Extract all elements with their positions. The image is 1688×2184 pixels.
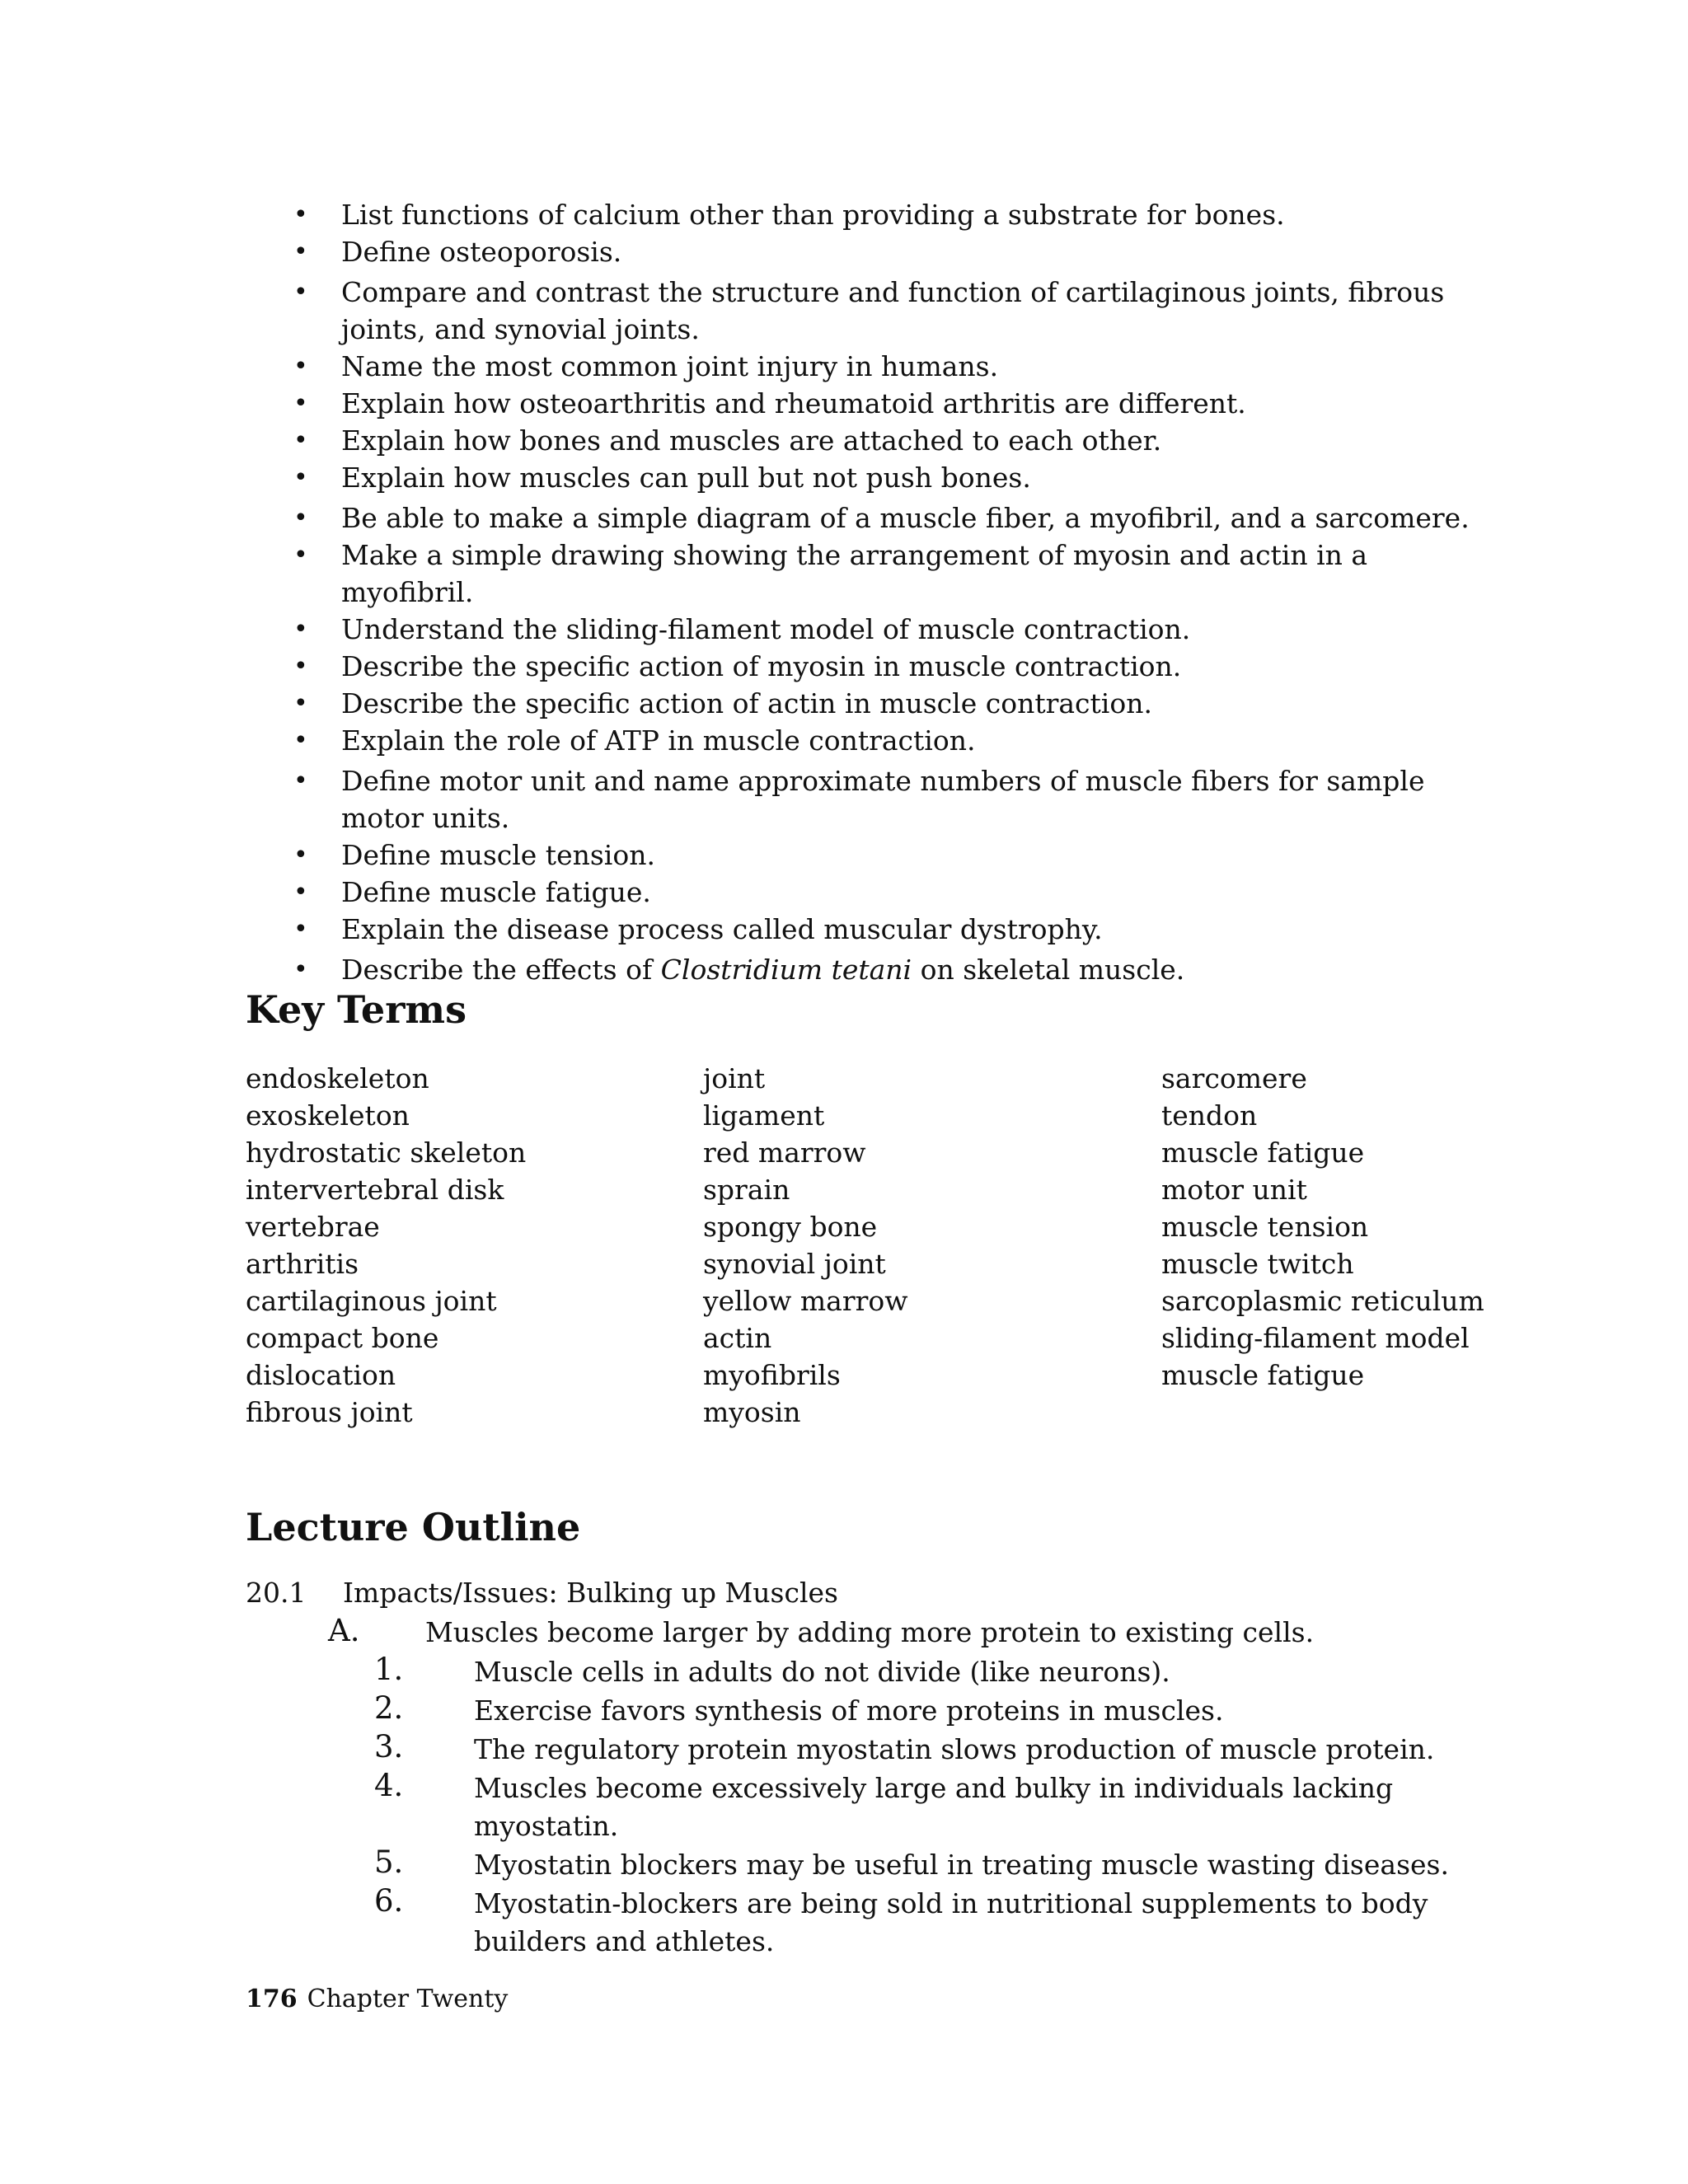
page-number: 176 xyxy=(246,1985,298,2013)
section-number: 20.1 xyxy=(246,1577,307,1609)
item-number: 2. xyxy=(374,1690,404,1726)
outline-item: 4. Muscles become excessively large and bulky in individuals lacking myostatin. xyxy=(374,1768,1394,1842)
key-term: tendon xyxy=(1161,1099,1258,1132)
subsection-text: Muscles become larger by adding more protein to existing cells. xyxy=(425,1616,1315,1648)
objective-item: • Define osteoporosis. xyxy=(290,233,1493,270)
item-number: 4. xyxy=(374,1768,404,1803)
objective-item: • Understand the sliding-filament model of muscle contraction. xyxy=(290,611,1493,648)
key-term: synovial joint xyxy=(703,1248,886,1280)
key-term: sprain xyxy=(703,1174,790,1206)
objective-item: • Compare and contrast the structure and function of cartilaginous joints, fibrous joints, and synovial joints. xyxy=(290,274,1493,348)
key-term: endoskeleton xyxy=(246,1062,429,1094)
key-term: intervertebral disk xyxy=(246,1174,504,1206)
bullet-icon: • xyxy=(293,389,308,418)
item-number: 3. xyxy=(374,1729,404,1765)
bullet-icon: • xyxy=(293,200,308,229)
key-term: myosin xyxy=(703,1396,801,1428)
objective-item: • Make a simple drawing showing the arrangement of myosin and actin in a myofibril. xyxy=(290,537,1493,611)
lecture-outline xyxy=(246,1574,1498,1961)
page-footer xyxy=(246,1983,508,2016)
bullet-icon: • xyxy=(293,504,308,532)
item-number: 6. xyxy=(374,1883,404,1919)
key-term: sliding-filament model xyxy=(1161,1322,1470,1354)
item-number: 5. xyxy=(374,1844,404,1880)
objective-item: • Describe the effects of Clostridium tetani on skeletal muscle. xyxy=(290,951,1493,988)
key-term: spongy bone xyxy=(703,1211,878,1243)
bullet-icon: • xyxy=(293,766,308,795)
bullet-icon: • xyxy=(293,689,308,718)
bullet-icon: • xyxy=(293,652,308,681)
subsection-letter: A. xyxy=(328,1613,360,1648)
outline-item: 6. Myostatin-blockers are being sold in nutritional supplements to body builders and athletes. xyxy=(374,1883,1428,1957)
objective-item: • Define muscle tension. xyxy=(290,837,1493,874)
bullet-icon: • xyxy=(293,615,308,644)
bullet-icon: • xyxy=(293,541,308,569)
key-term: exoskeleton xyxy=(246,1099,410,1132)
outline-item: 1. Muscle cells in adults do not divide (like neurons). xyxy=(374,1652,1170,1688)
objective-item: • List functions of calcium other than providing a substrate for bones. xyxy=(290,196,1493,233)
key-term: muscle fatigue xyxy=(1161,1359,1365,1391)
bullet-icon: • xyxy=(293,278,308,307)
chapter-name: Chapter Twenty xyxy=(307,1985,509,2013)
key-term: sarcomere xyxy=(1161,1062,1307,1094)
key-term: joint xyxy=(703,1062,766,1094)
key-term: muscle twitch xyxy=(1161,1248,1354,1280)
key-term: red marrow xyxy=(703,1137,866,1169)
bullet-icon: • xyxy=(293,726,308,755)
objective-item: • Be able to make a simple diagram of a muscle fiber, a myofibril, and a sarcomere. xyxy=(290,499,1493,537)
bullet-icon: • xyxy=(293,841,308,869)
key-term: hydrostatic skeleton xyxy=(246,1137,527,1169)
key-term: muscle fatigue xyxy=(1161,1137,1365,1169)
objective-item: • Explain the role of ATP in muscle contraction. xyxy=(290,722,1493,759)
key-term: arthritis xyxy=(246,1248,359,1280)
objective-item: • Name the most common joint injury in humans. xyxy=(290,348,1493,385)
bullet-icon: • xyxy=(293,878,308,907)
key-term: motor unit xyxy=(1161,1174,1307,1206)
objective-item: • Define muscle fatigue. xyxy=(290,874,1493,911)
species-name: Clostridium tetani xyxy=(660,954,912,986)
key-term: myofibrils xyxy=(703,1359,841,1391)
key-term: ligament xyxy=(703,1099,825,1132)
outline-items xyxy=(246,1653,1498,1961)
objective-item: • Explain how bones and muscles are attached to each other. xyxy=(290,422,1493,459)
bullet-icon: • xyxy=(293,237,308,266)
outline-item: 3. The regulatory protein myostatin slows production of muscle protein. xyxy=(374,1729,1435,1765)
section-title: Impacts/Issues: Bulking up Muscles xyxy=(343,1577,838,1609)
objective-item: • Define motor unit and name approximate numbers of muscle fibers for sample motor units. xyxy=(290,762,1493,837)
key-term: cartilaginous joint xyxy=(246,1285,497,1317)
bullet-icon: • xyxy=(293,955,308,984)
key-term: compact bone xyxy=(246,1322,439,1354)
key-terms-column-1 xyxy=(246,1060,691,1431)
bullet-icon: • xyxy=(293,463,308,492)
key-terms-heading: Key Terms xyxy=(246,987,467,1032)
bullet-icon: • xyxy=(293,352,308,381)
item-number: 1. xyxy=(374,1652,404,1687)
key-term: muscle tension xyxy=(1161,1211,1369,1243)
outline-item: 5. Myostatin blockers may be useful in treating muscle wasting diseases. xyxy=(374,1844,1449,1881)
key-term: sarcoplasmic reticulum xyxy=(1161,1285,1484,1317)
objective-item: • Explain the disease process called muscular dystrophy. xyxy=(290,911,1493,948)
bullet-icon: • xyxy=(293,426,308,455)
objective-item: • Describe the specific action of myosin in muscle contraction. xyxy=(290,648,1493,685)
objective-item: • Describe the specific action of actin in muscle contraction. xyxy=(290,685,1493,722)
key-term: dislocation xyxy=(246,1359,396,1391)
bullet-icon: • xyxy=(293,915,308,944)
key-terms-column-3 xyxy=(1161,1060,1606,1394)
key-term: vertebrae xyxy=(246,1211,380,1243)
learning-objectives-list xyxy=(290,196,1493,988)
outline-section xyxy=(246,1574,1498,1614)
lecture-outline-heading: Lecture Outline xyxy=(246,1505,581,1549)
objective-item: • Explain how muscles can pull but not push bones. xyxy=(290,459,1493,496)
outline-subsection xyxy=(246,1614,1498,1653)
outline-item: 2. Exercise favors synthesis of more proteins in muscles. xyxy=(374,1690,1224,1727)
key-term: yellow marrow xyxy=(703,1285,908,1317)
key-term: fibrous joint xyxy=(246,1396,413,1428)
key-term: actin xyxy=(703,1322,772,1354)
objective-item: • Explain how osteoarthritis and rheumatoid arthritis are different. xyxy=(290,385,1493,422)
key-terms-column-2 xyxy=(703,1060,1148,1431)
